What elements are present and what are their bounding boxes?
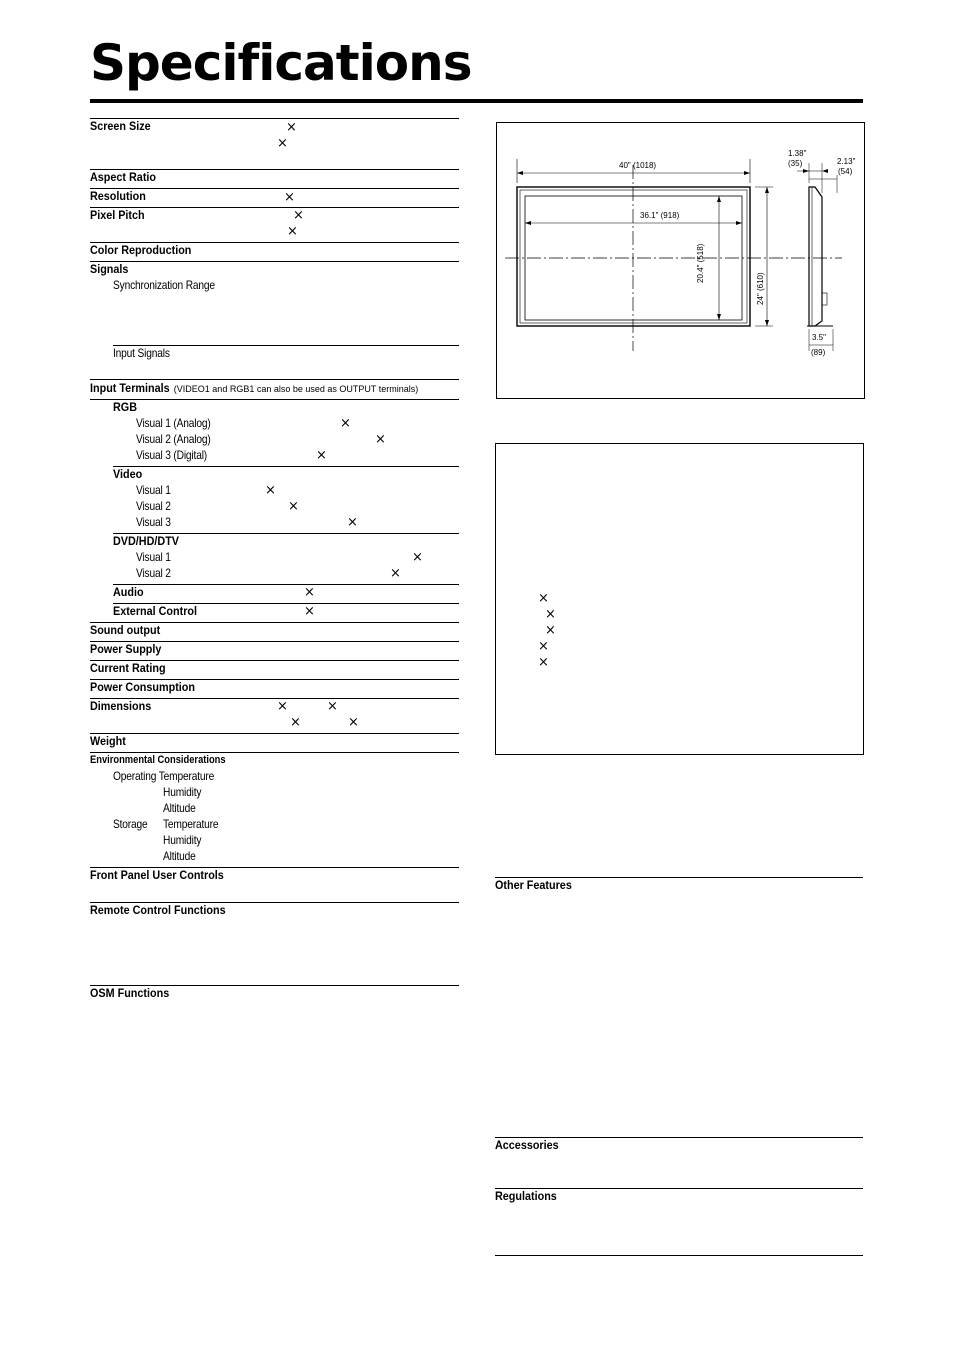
divider: [90, 379, 459, 380]
times-icon: ×: [286, 120, 297, 135]
title-rule: [90, 99, 863, 103]
power-consumption-label: Power Consumption: [90, 680, 196, 694]
accessories-label: Accessories: [495, 1138, 559, 1152]
divider: [113, 584, 459, 585]
times-icon: ×: [284, 190, 295, 205]
pixel-pitch-label: Pixel Pitch: [90, 208, 145, 222]
operating-humidity-label: Humidity: [163, 785, 202, 799]
dvd-label: DVD/HD/DTV: [113, 534, 180, 548]
video-visual2-label: Visual 2: [136, 499, 171, 513]
resolution-label: Resolution: [90, 189, 146, 203]
input-terminals-note: (VIDEO1 and RGB1 can also be used as OUTPUT terminals): [173, 384, 419, 394]
dimension-diagram-box: [496, 122, 865, 399]
rgb-visual1-label: Visual 1 (Analog): [136, 416, 211, 430]
remote-control-label: Remote Control Functions: [90, 903, 226, 917]
storage-temperature-label: Temperature: [163, 817, 219, 831]
times-icon: ×: [545, 607, 556, 622]
divider: [113, 466, 459, 467]
times-icon: ×: [277, 699, 288, 714]
times-icon: ×: [265, 483, 276, 498]
times-icon: ×: [293, 208, 304, 223]
storage-altitude-label: Altitude: [163, 849, 196, 863]
other-features-label: Other Features: [495, 878, 572, 892]
audio-label: Audio: [113, 585, 144, 599]
rgb-visual2-label: Visual 2 (Analog): [136, 432, 211, 446]
dvd-visual1-label: Visual 1: [136, 550, 171, 564]
height-dimension-label: 24" (610): [756, 272, 765, 305]
sound-output-label: Sound output: [90, 623, 161, 637]
times-icon: ×: [304, 585, 315, 600]
page-title: Specifications: [90, 34, 472, 92]
rgb-label: RGB: [113, 400, 138, 414]
aspect-ratio-label: Aspect Ratio: [90, 170, 157, 184]
divider: [90, 261, 459, 262]
divider: [90, 733, 459, 734]
inner-height-dimension-label: 20.4" (518): [696, 243, 705, 283]
times-icon: ×: [348, 715, 359, 730]
times-icon: ×: [412, 550, 423, 565]
times-icon: ×: [347, 515, 358, 530]
video-label: Video: [113, 467, 143, 481]
times-icon: ×: [390, 566, 401, 581]
base-dimension-mm-label: (89): [811, 348, 826, 357]
osm-functions-label: OSM Functions: [90, 986, 170, 1000]
times-icon: ×: [538, 639, 549, 654]
times-icon: ×: [538, 655, 549, 670]
divider: [90, 399, 459, 400]
video-visual1-label: Visual 1: [136, 483, 171, 497]
times-icon: ×: [327, 699, 338, 714]
divider: [495, 1255, 863, 1256]
dimensions-label: Dimensions: [90, 699, 152, 713]
times-icon: ×: [538, 591, 549, 606]
width-dimension-label: 40" (1018): [619, 161, 657, 170]
inner-width-dimension-label: 36.1" (918): [640, 211, 680, 220]
times-icon: ×: [277, 136, 288, 151]
regulations-label: Regulations: [495, 1189, 557, 1203]
times-icon: ×: [545, 623, 556, 638]
storage-label: Storage: [113, 817, 148, 831]
times-icon: ×: [287, 224, 298, 239]
times-icon: ×: [375, 432, 386, 447]
dimension-diagram: [497, 123, 864, 398]
environmental-label: Environmental Considerations: [90, 754, 226, 766]
times-icon: ×: [304, 604, 315, 619]
times-icon: ×: [316, 448, 327, 463]
input-terminals-heading: Input Terminals: [90, 381, 170, 395]
screen-size-label: Screen Size: [90, 119, 151, 133]
weight-label: Weight: [90, 734, 126, 748]
times-icon: ×: [290, 715, 301, 730]
external-control-label: External Control: [113, 604, 198, 618]
base-dimension-label: 3.5": [812, 333, 826, 342]
sync-range-label: Synchronization Range: [113, 278, 215, 292]
color-reproduction-label: Color Reproduction: [90, 243, 192, 257]
depth-dimension-1-mm-label: (35): [788, 159, 803, 168]
operating-altitude-label: Altitude: [163, 801, 196, 815]
times-icon: ×: [340, 416, 351, 431]
depth-dimension-1-label: 1.38": [788, 149, 807, 158]
depth-dimension-2-label: 2.13": [837, 157, 856, 166]
signal-table-box: [495, 443, 864, 755]
dvd-visual2-label: Visual 2: [136, 566, 171, 580]
video-visual3-label: Visual 3: [136, 515, 171, 529]
front-panel-label: Front Panel User Controls: [90, 868, 224, 882]
storage-humidity-label: Humidity: [163, 833, 202, 847]
rgb-visual3-label: Visual 3 (Digital): [136, 448, 208, 462]
depth-dimension-2-mm-label: (54): [838, 167, 853, 176]
divider: [90, 207, 459, 208]
input-terminals-label: [90, 381, 418, 396]
current-rating-label: Current Rating: [90, 661, 166, 675]
operating-temperature-label: Operating Temperature: [113, 769, 215, 783]
input-signals-label: Input Signals: [113, 346, 170, 360]
times-icon: ×: [288, 499, 299, 514]
power-supply-label: Power Supply: [90, 642, 162, 656]
signals-label: Signals: [90, 262, 129, 276]
